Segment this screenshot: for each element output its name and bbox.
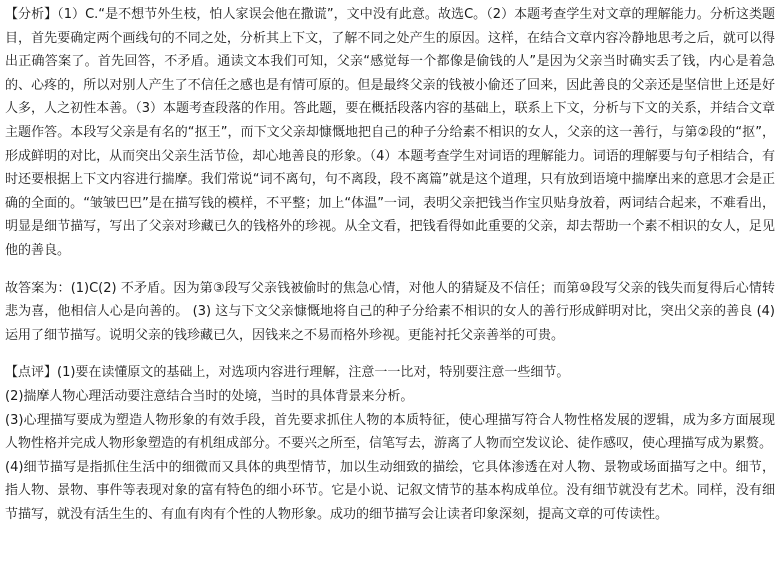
- comment-paragraph-3: (3)心理描写要成为塑造人物形象的有效手段，首先要求抓住人物的本质特征，使心理描写符合人物性格发展的逻辑，成为多方面展现人物性格并完成人物形象塑造的有机组成部分。不要兴之所至，信笔写去，游离了人物而空发议论、徒作感叹，使心理描写成为累赘。: [5, 412, 775, 452]
- paragraph-spacer: [5, 347, 775, 361]
- comment-paragraph-2: (2)揣摩人物心理活动要注意结合当时的处境，当时的具体背景来分析。: [5, 388, 414, 404]
- comment-paragraph-1: 【点评】(1)要在读懂原文的基础上，对选项内容进行理解，注意一一比对，特别要注意一些细节。: [5, 365, 570, 381]
- comment-paragraph-4: (4)细节描写是指抓住生活中的细微而又具体的典型情节，加以生动细致的描绘，它具体渗透在对人物、景物或场面描写之中。细节，指人物、景物、事件等表现对象的富有特色的细小环节。它是小说、记叙文情节的基本构成单位。没有细节就没有艺术。同样，没有细节描写，就没有活生生的、有血有肉有个性的人物形象。成功的细节描写会让读者印象深刻，提高文章的可传读性。: [5, 459, 775, 522]
- answer-paragraph: 故答案为：(1)C(2) 不矛盾。因为第③段写父亲钱被偷时的焦急心情，对他人的猜疑及不信任；而第⑩段写父亲的钱失而复得后心情转悲为喜，他相信人心是向善的。 (3) 这与下文父亲慷慨地将自己的种子分给素不相识的女人的善行形成鲜明对比，突出父亲的善良 (4) 运用了细节描写。说明父亲的钱珍藏已久，因钱来之不易而格外珍视。更能衬托父亲善举的可贵。: [5, 280, 775, 343]
- paragraph-spacer: [5, 263, 775, 277]
- analysis-paragraph: 【分析】（1）C.“是不想节外生枝，怕人家误会他在撒谎”，文中没有此意。故选C。（2）本题考查学生对文章的理解能力。分析这类题目，首先要确定两个画线句的不同之处，分析其上下文，了解不同之处产生的原因。这样，在结合文章内容冷静地思考之后，就可以得出正确答案了。首先回答，不矛盾。通读文本我们可知，父亲“感觉每一个都像是偷钱的人”是因为父亲当时确实丢了钱，内心是着急的、心疼的，所以对别人产生了不信任之感也是有情可原的。但是最终父亲的钱被小偷还了回来，因此善良的父亲还是坚信世上还是好人多，人之初性本善。（3）本题考查段落的作用。答此题，要在概括段落内容的基础上，联系上下文，分析与下文的关系，并结合文章主题作答。本段写父亲是有名的“抠王”，而下文父亲却慷慨地把自己的种子分给素不相识的女人，父亲的这一善行，与第②段的“抠”，形成鲜明的对比，从而突出父亲生活节俭，却心地善良的形象。（4）本题考查学生对词语的理解能力。词语的理解要与句子相结合，有时还要根据上下文内容进行揣摩。我们常说“词不离句，句不离段，段不离篇”就是这个道理，只有放到语境中揣摩出来的意思才会是正确的全面的。“皱皱巴巴”是在描写钱的模样，不平整；加上“体温”一词，表明父亲把钱当作宝贝贴身放着，两词结合起来，不难看出，明显是细节描写，写出了父亲对珍藏已久的钱格外的珍视。从全文看，把钱看得如此重要的父亲，却去帮助一个素不相识的女人，足见他的善良。: [5, 7, 775, 258]
